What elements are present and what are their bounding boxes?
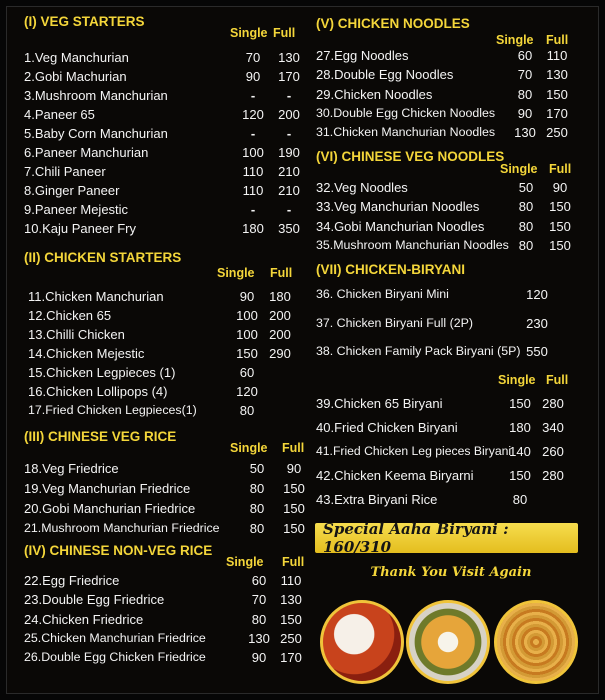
menu-item-name: 42.Chicken Keema Biryarni (316, 468, 474, 483)
menu-item-name: 22.Egg Friedrice (24, 573, 120, 588)
full-price: 210 (278, 183, 300, 198)
section-heading: (III) CHINESE VEG RICE (24, 429, 177, 444)
single-price: 80 (239, 403, 255, 418)
full-price: 180 (269, 289, 291, 304)
full-price: 150 (546, 86, 568, 102)
menu-item-name: 1.Veg Manchurian (24, 50, 129, 65)
single-price: 70 (251, 592, 267, 608)
menu-item-name: 8.Ginger Paneer (24, 183, 120, 198)
full-price: 200 (278, 107, 300, 122)
single-price: 70 (517, 67, 533, 83)
full-price: 250 (280, 630, 302, 646)
single-price: 90 (517, 105, 533, 121)
single-column-header: Single (496, 33, 534, 47)
full-price: 150 (549, 199, 571, 215)
section-heading: (I) VEG STARTERS (24, 14, 145, 29)
menu-item-name: 35.Mushroom Manchurian Noodles (316, 237, 509, 252)
single-price: 80 (249, 501, 265, 516)
full-price: - (286, 88, 292, 103)
menu-item-name: 24.Chicken Friedrice (24, 611, 144, 627)
menu-item-name: 23.Double Egg Friedrice (24, 592, 165, 608)
full-column-header: Full (273, 26, 296, 40)
price: 230 (526, 316, 548, 331)
menu-item-name: 31.Chicken Manchurian Noodles (316, 125, 496, 140)
full-price: 280 (542, 468, 564, 483)
menu-item-name: 29.Chicken Noodles (316, 86, 433, 102)
single-price: 80 (518, 199, 534, 215)
full-column-header: Full (546, 33, 569, 47)
menu-item-name: 34.Gobi Manchurian Noodles (316, 218, 485, 234)
menu-item-name: 2.Gobi Machurian (24, 69, 127, 84)
menu-item-name: 30.Double Egg Chicken Noodles (316, 105, 496, 120)
single-price: 100 (236, 308, 258, 323)
biryani-plate-photo (406, 600, 490, 684)
menu-item-name: 10.Kaju Paneer Fry (24, 221, 137, 236)
menu-item-name: 7.Chili Paneer (24, 164, 106, 179)
menu-item-name: 32.Veg Noodles (316, 180, 408, 195)
full-price: 130 (280, 592, 302, 608)
single-price: 80 (251, 611, 267, 627)
single-price: 180 (509, 420, 531, 435)
single-column-header: Single (230, 441, 268, 455)
single-price: 50 (249, 461, 265, 476)
menu-item-name: 33.Veg Manchurian Noodles (316, 199, 480, 215)
noodles-photo (494, 600, 578, 684)
section-heading: (V) CHICKEN NOODLES (316, 16, 470, 31)
single-price: 80 (517, 86, 533, 102)
menu-item-name: 4.Paneer 65 (24, 107, 95, 122)
single-price: 100 (242, 145, 264, 160)
single-price: 150 (236, 346, 258, 361)
full-price: 290 (269, 346, 291, 361)
single-price: 120 (236, 384, 258, 399)
menu-item-name: 17.Fried Chicken Legpieces(1) (28, 403, 197, 417)
section-heading: (VI) CHINESE VEG NOODLES (316, 149, 505, 164)
full-price: 150 (283, 481, 305, 496)
section-heading: (II) CHICKEN STARTERS (24, 250, 182, 265)
single-price: 70 (245, 50, 261, 65)
single-price: - (250, 202, 256, 217)
full-price: 210 (278, 164, 300, 179)
section-heading: (IV) CHINESE NON-VEG RICE (24, 543, 213, 558)
single-price: 60 (517, 48, 533, 63)
single-price: 80 (249, 481, 265, 496)
menu-item-name: 28.Double Egg Noodles (316, 67, 454, 83)
full-price: - (286, 126, 292, 141)
thank-you-text: Thank You Visit Again (370, 565, 532, 580)
full-price: 280 (542, 396, 564, 411)
full-column-header: Full (546, 373, 569, 387)
full-column-header: Full (549, 162, 572, 176)
chicken-legs-photo (320, 600, 404, 684)
full-price: 350 (278, 221, 300, 236)
menu-item-name: 27.Egg Noodles (316, 48, 409, 63)
single-price: 180 (242, 221, 264, 236)
price: 550 (526, 344, 548, 359)
full-price: 150 (283, 501, 305, 516)
full-price: 170 (280, 650, 302, 666)
full-price: 150 (549, 237, 571, 253)
full-price: 200 (269, 327, 291, 342)
menu-item-name: 40.Fried Chicken Biryani (316, 420, 458, 435)
menu-item-name: 39.Chicken 65 Biryani (316, 396, 443, 411)
full-column-header: Full (282, 555, 305, 569)
full-price: 110 (280, 573, 302, 588)
single-price: 90 (239, 289, 255, 304)
full-price: 150 (280, 611, 302, 627)
full-column-header: Full (270, 266, 293, 280)
full-price: 150 (549, 218, 571, 234)
full-price: 130 (278, 50, 300, 65)
full-price: 250 (546, 125, 568, 141)
single-price: - (250, 126, 256, 141)
menu-item-name: 37. Chicken Biryani Full (2P) (316, 316, 474, 330)
menu-item-name: 16.Chicken Lollipops (4) (28, 384, 168, 399)
single-price: 110 (242, 164, 264, 179)
single-price: 50 (518, 180, 534, 195)
single-price: 120 (242, 107, 264, 122)
menu-item-name: 9.Paneer Mejestic (24, 202, 129, 217)
full-price: 170 (546, 105, 568, 121)
single-price: 150 (509, 468, 531, 483)
single-price: 80 (249, 521, 265, 536)
full-price: 90 (286, 461, 302, 476)
single-column-header: Single (230, 26, 268, 40)
single-price: 140 (509, 444, 531, 459)
menu-item-name: 13.Chilli Chicken (28, 327, 125, 342)
full-price: 340 (542, 420, 564, 435)
menu-item-name: 3.Mushroom Manchurian (24, 88, 168, 103)
single-price: 80 (512, 492, 528, 507)
single-price: 60 (251, 573, 267, 588)
full-price: 110 (546, 48, 568, 63)
menu-item-name: 14.Chicken Mejestic (28, 346, 145, 361)
menu-item-name: 11.Chicken Manchurian (28, 289, 164, 304)
menu-item-name: 5.Baby Corn Manchurian (24, 126, 168, 141)
full-price: 260 (542, 444, 564, 459)
menu-item-name: 25.Chicken Manchurian Friedrice (24, 630, 206, 645)
single-price: 90 (251, 650, 267, 666)
menu-item-name: 43.Extra Biryani Rice (316, 492, 438, 507)
full-price: 170 (278, 69, 300, 84)
single-price: 80 (518, 237, 534, 253)
single-column-header: Single (498, 373, 536, 387)
menu-item-name: 26.Double Egg Chicken Friedrice (24, 650, 206, 665)
single-price: 90 (245, 69, 261, 84)
single-price: - (250, 88, 256, 103)
single-column-header: Single (226, 555, 264, 569)
single-price: 130 (248, 630, 270, 646)
full-price: 150 (283, 521, 305, 536)
single-price: 80 (518, 218, 534, 234)
single-column-header: Single (217, 266, 255, 280)
menu-item-name: 6.Paneer Manchurian (24, 145, 149, 160)
full-price: 90 (552, 180, 568, 195)
menu-item-name: 20.Gobi Manchurian Friedrice (24, 501, 196, 516)
menu-item-name: 38. Chicken Family Pack Biryani (5P) (316, 344, 521, 358)
full-price: 200 (269, 308, 291, 323)
full-column-header: Full (282, 441, 305, 455)
single-price: 130 (514, 125, 536, 141)
single-price: 110 (242, 183, 264, 198)
menu-item-name: 12.Chicken 65 (28, 308, 112, 323)
price: 120 (526, 287, 548, 302)
menu-item-name: 36. Chicken Biryani Mini (316, 287, 449, 301)
full-price: 130 (546, 67, 568, 83)
single-column-header: Single (500, 162, 538, 176)
single-price: 100 (236, 327, 258, 342)
menu-item-name: 41.Fried Chicken Leg pieces Biryani (316, 444, 512, 458)
section-heading: (VII) CHICKEN-BIRYANI (316, 262, 466, 277)
full-price: 190 (278, 145, 300, 160)
single-price: 60 (239, 365, 255, 380)
special-banner: Special Aaha Biryani : 160/310 (315, 523, 578, 553)
single-price: 150 (509, 396, 531, 411)
menu-item-name: 19.Veg Manchurian Friedrice (24, 481, 191, 496)
menu-item-name: 15.Chicken Legpieces (1) (28, 365, 176, 380)
menu-item-name: 18.Veg Friedrice (24, 461, 119, 476)
full-price: - (286, 202, 292, 217)
menu-item-name: 21.Mushroom Manchurian Friedrice (24, 521, 220, 535)
